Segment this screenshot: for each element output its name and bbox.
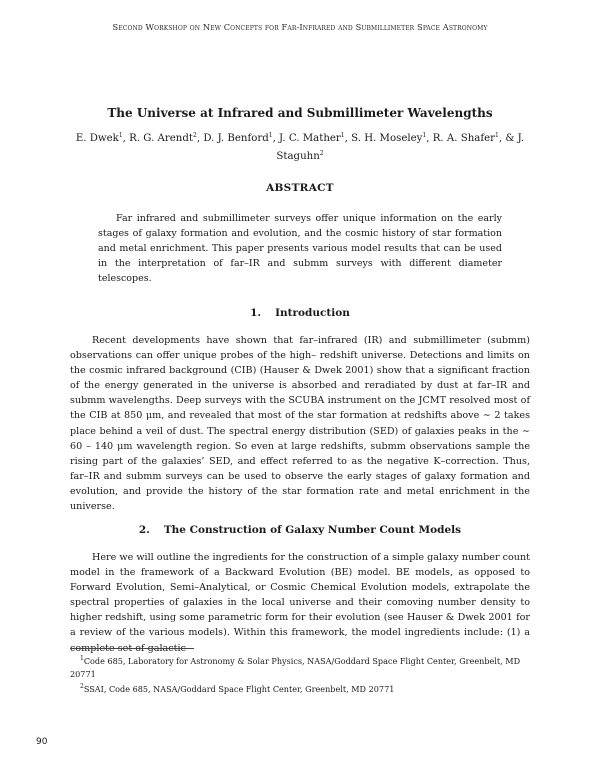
author-list — [70, 130, 530, 166]
introduction-paragraph: Recent developments have shown that far–infrared (IR) and submillimeter (submm) observations can offer unique probes of the high– redshift universe. Detections and limits on the cosmic infrared background (CIB) (Hauser & Dwek 2001) show that a significant fraction of the energy generated in the universe is absorbed and reradiated by dust at far–IR and submm wavelengths. Deep surveys with the SCUBA instrument on the JCMT resolved most of the CIB at 850 μm, and revealed that most of the star formation at redshifts above ∼ 2 takes place behind a veil of dust. The spectral energy distribution (SED) of galaxies peaks in the ∼ 60 – 140 μm wavelength region. So even at large redshifts, submm observations sample the rising part of the galaxies’ SED, and effect referred to as the negative K–correction. Thus, far–IR and submm surveys can be used to observe the early stages of galaxy formation and evolution, and provide the history of the star formation rate and metal enrichment in the universe. — [70, 335, 530, 513]
author: E. Dwek$^1$, — [75, 132, 130, 144]
section-title: The Construction of Galaxy Number Count Models — [163, 524, 462, 536]
section-title: Introduction — [275, 307, 350, 319]
author: S. H. Moseley$^1$, — [351, 132, 433, 144]
section-number: 1. — [250, 307, 262, 319]
author: D. J. Benford$^1$, — [203, 132, 280, 144]
paper-title: The Universe at Infrared and Submillimeter Wavelengths — [107, 106, 493, 120]
author: R. A. Shafer$^1$, & — [432, 132, 518, 144]
author: J. C. Mather$^1$, — [279, 132, 352, 144]
author: R. G. Arendt$^2$, — [129, 132, 204, 144]
footnote-1: $^1$Code 685, Laboratory for Astronomy & Solar Physics, NASA/Goddard Space Flight Center, Greenbelt, MD 20771 — [70, 655, 521, 679]
running-head: Second Workshop on New Concepts for Far-Infrared and Submillimeter Space Astronomy — [112, 22, 488, 32]
construction-paragraph: Here we will outline the ingredients for the construction of a simple galaxy number count model in the framework of a Backward Evolution (BE) model. BE models, as opposed to Forward Evolution, Semi–Analytical, or Cosmic Chemical Evolution models, extrapolate the spectral properties of galaxies in the local universe and their comoving number density to higher redshift, using some parametric form for their evolution (see Hauser & Dwek 2001 for a review of the various models). Within this framework, the model ingredients include: (1) a complete set of galactic — [70, 552, 530, 654]
section-number: 2. — [138, 524, 150, 536]
footnote-2: $^2$SSAI, Code 685, NASA/Goddard Space Flight Center, Greenbelt, MD 20771 — [80, 683, 395, 694]
abstract-text: Far infrared and submillimeter surveys offer unique information on the early stages of galaxy formation and evolution, and the cosmic history of star formation and metal enrichment. This paper presents various model results that can be used in the interpretation of far–IR and submm surveys with different diameter telescopes. — [98, 213, 502, 284]
author: J. Staguhn$^2$ — [276, 133, 525, 162]
footnote-divider — [70, 648, 194, 649]
abstract-heading: ABSTRACT — [266, 182, 334, 194]
page-number: 90 — [36, 737, 48, 747]
section-heading-introduction — [0, 307, 600, 319]
section-heading-construction — [0, 524, 600, 536]
